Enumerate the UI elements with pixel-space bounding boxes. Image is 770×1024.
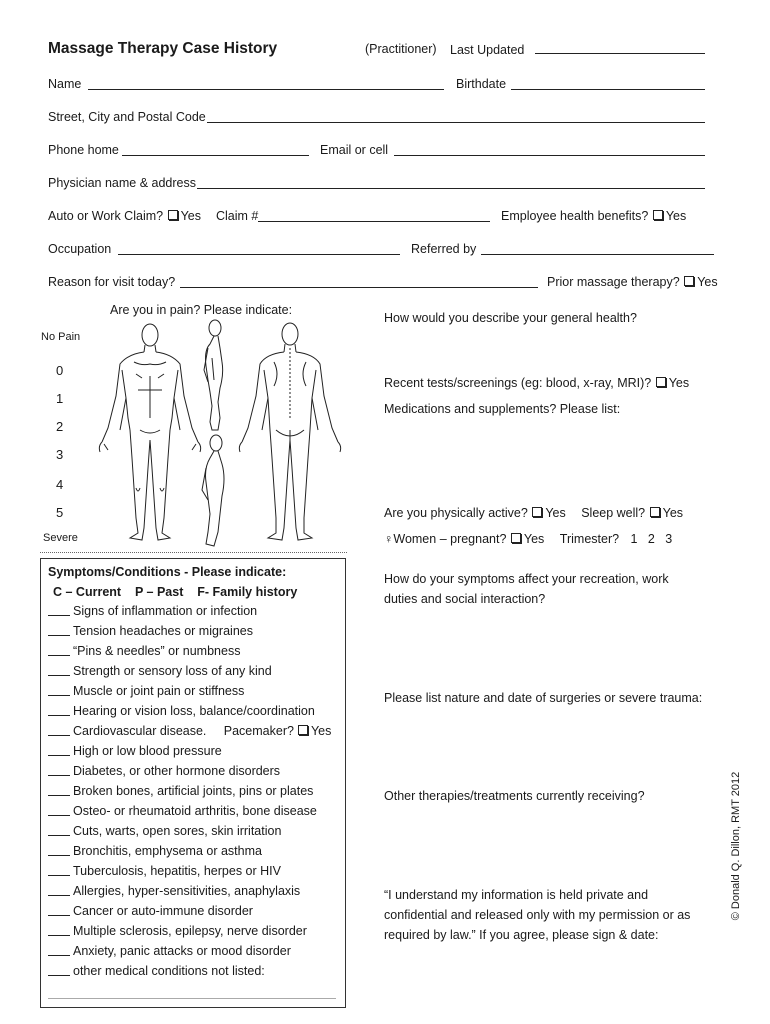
street-label: Street, City and Postal Code <box>48 110 206 124</box>
reason-label: Reason for visit today? <box>48 275 176 289</box>
symptoms-heading: Symptoms/Conditions - Please indicate: <box>48 565 287 579</box>
pain-scale-1[interactable]: 1 <box>56 391 64 406</box>
body-diagram[interactable] <box>90 318 348 554</box>
employee-benefits-checkbox[interactable] <box>653 210 663 220</box>
pain-question: Are you in pain? Please indicate: <box>110 303 293 317</box>
pain-scale-0[interactable]: 0 <box>56 363 64 378</box>
symptom-item[interactable]: Signs of inflammation or infection <box>48 604 257 618</box>
symptom-item[interactable]: Cancer or auto-immune disorder <box>48 904 253 918</box>
sleep-well-question: Sleep well? <box>581 506 646 520</box>
name-line[interactable] <box>88 89 444 90</box>
symptom-item[interactable]: High or low blood pressure <box>48 744 222 758</box>
recent-tests-question: Recent tests/screenings (eg: blood, x-ray, MRI)? <box>384 376 652 390</box>
symptom-item[interactable]: Allergies, hyper-sensitivities, anaphylaxis <box>48 884 300 898</box>
pain-section-divider <box>40 552 347 553</box>
auto-claim-yes: Yes <box>180 209 201 223</box>
symptom-blank <box>48 825 70 836</box>
symptom-item[interactable]: Tension headaches or migraines <box>48 624 253 638</box>
symptom-blank <box>48 925 70 936</box>
pregnant-yes: Yes <box>523 532 545 546</box>
prior-massage-label: Prior massage therapy? <box>547 275 680 289</box>
symptom-item[interactable]: Broken bones, artificial joints, pins or plates <box>48 784 313 798</box>
last-updated-line[interactable] <box>535 53 705 54</box>
symptom-item[interactable]: Bronchitis, emphysema or asthma <box>48 844 262 858</box>
symptom-item[interactable]: Muscle or joint pain or stiffness <box>48 684 244 698</box>
referred-by-label: Referred by <box>411 242 477 256</box>
other-conditions-line[interactable] <box>48 998 336 999</box>
side-body-figure-top <box>204 320 223 430</box>
symptom-blank <box>48 765 70 776</box>
symptom-item[interactable]: Anxiety, panic attacks or mood disorder <box>48 944 291 958</box>
symptom-blank <box>48 965 70 976</box>
symptom-blank <box>48 805 70 816</box>
symptom-item[interactable]: other medical conditions not listed: <box>48 964 265 978</box>
consent-line2: confidential and released only with my permission or as <box>384 908 691 922</box>
reason-line[interactable] <box>180 287 538 288</box>
symptom-blank <box>48 725 70 736</box>
sleep-well-checkbox[interactable] <box>650 507 660 517</box>
auto-claim-checkbox[interactable] <box>168 210 178 220</box>
email-line[interactable] <box>394 155 705 156</box>
physician-label: Physician name & address <box>48 176 196 190</box>
pain-scale-4[interactable]: 4 <box>56 477 64 492</box>
pain-scale-5[interactable]: 5 <box>56 505 64 520</box>
recent-tests-checkbox[interactable] <box>656 377 666 387</box>
symptom-blank <box>48 945 70 956</box>
symptom-item[interactable]: Cuts, warts, open sores, skin irritation <box>48 824 281 838</box>
claim-number-label: Claim # <box>216 209 259 223</box>
symptom-blank <box>48 745 70 756</box>
auto-claim-row <box>48 209 201 223</box>
consent-line3: required by law.” If you agree, please sign & date: <box>384 928 659 942</box>
pacemaker-yes: Yes <box>310 724 332 738</box>
pregnancy-row <box>384 532 672 546</box>
symptom-blank <box>48 605 70 616</box>
physician-line[interactable] <box>197 188 705 189</box>
surgeries-question: Please list nature and date of surgeries or severe trauma: <box>384 691 703 705</box>
claim-number-line[interactable] <box>258 221 490 222</box>
other-therapies-question: Other therapies/treatments currently receiving? <box>384 789 645 803</box>
name-label: Name <box>48 77 82 91</box>
occupation-label: Occupation <box>48 242 112 256</box>
email-label: Email or cell <box>320 143 389 157</box>
symptoms-legend: C – Current P – Past F- Family history <box>53 585 298 599</box>
symptom-blank <box>48 845 70 856</box>
physically-active-checkbox[interactable] <box>532 507 542 517</box>
symptom-item[interactable]: Strength or sensory loss of any kind <box>48 664 272 678</box>
symptoms-affect-line2: duties and social interaction? <box>384 592 546 606</box>
referred-by-line[interactable] <box>481 254 714 255</box>
symptom-item[interactable]: “Pins & needles” or numbness <box>48 644 240 658</box>
consent-line1: “I understand my information is held private and <box>384 888 649 902</box>
symptom-item[interactable]: Cardiovascular disease. Pacemaker? Yes <box>48 724 331 738</box>
symptom-item[interactable]: Osteo- or rheumatoid arthritis, bone disease <box>48 804 317 818</box>
symptom-blank <box>48 885 70 896</box>
back-body-figure <box>239 323 340 540</box>
employee-benefits-label: Employee health benefits? <box>501 209 649 223</box>
symptom-blank <box>48 705 70 716</box>
pacemaker-checkbox[interactable] <box>298 725 308 735</box>
symptom-blank <box>48 645 70 656</box>
birthdate-label: Birthdate <box>456 77 507 91</box>
front-body-figure <box>99 324 200 540</box>
physically-active-question: Are you physically active? <box>384 506 528 520</box>
symptom-blank <box>48 905 70 916</box>
general-health-question: How would you describe your general health? <box>384 311 637 325</box>
symptom-blank <box>48 685 70 696</box>
prior-massage-checkbox[interactable] <box>684 276 694 286</box>
employee-benefits-yes: Yes <box>665 209 687 223</box>
trimester-label: Trimester? <box>559 532 620 546</box>
symptom-blank <box>48 665 70 676</box>
women-pregnant-question: ♀Women – pregnant? <box>384 532 507 546</box>
symptom-item[interactable]: Multiple sclerosis, epilepsy, nerve disorder <box>48 924 307 938</box>
symptom-item[interactable]: Tuberculosis, hepatitis, herpes or HIV <box>48 864 281 878</box>
pregnant-checkbox[interactable] <box>511 533 521 543</box>
side-body-figure-bottom <box>202 435 224 546</box>
pain-scale-3[interactable]: 3 <box>56 447 64 462</box>
birthdate-line[interactable] <box>511 89 705 90</box>
recent-tests-yes: Yes <box>668 376 690 390</box>
no-pain-label: No Pain <box>41 331 81 343</box>
practitioner-label: (Practitioner) <box>365 42 437 56</box>
occupation-line[interactable] <box>118 254 400 255</box>
auto-claim-label: Auto or Work Claim? <box>48 209 164 223</box>
medications-question: Medications and supplements? Please list: <box>384 402 621 416</box>
symptom-blank <box>48 785 70 796</box>
employee-benefits-row <box>501 209 686 223</box>
street-line[interactable] <box>207 122 705 123</box>
symptom-item[interactable]: Hearing or vision loss, balance/coordination <box>48 704 315 718</box>
last-updated-label: Last Updated <box>450 43 525 57</box>
prior-massage-row <box>547 275 718 289</box>
copyright-notice: © Donald Q. Dillon, RMT 2012 <box>730 771 742 921</box>
phone-home-line[interactable] <box>122 155 309 156</box>
pain-scale-2[interactable]: 2 <box>56 419 64 434</box>
phone-home-label: Phone home <box>48 143 119 157</box>
symptoms-affect-line1: How do your symptoms affect your recreation, work <box>384 572 669 586</box>
physically-active-yes: Yes <box>545 506 566 520</box>
symptom-blank <box>48 865 70 876</box>
sleep-well-yes: Yes <box>662 506 684 520</box>
recent-tests-row <box>384 376 689 390</box>
symptom-item[interactable]: Diabetes, or other hormone disorders <box>48 764 280 778</box>
trimester-options[interactable]: 1 2 3 <box>630 532 673 546</box>
symptom-blank <box>48 625 70 636</box>
form-title: Massage Therapy Case History <box>48 40 278 57</box>
severe-label: Severe <box>43 532 78 544</box>
activity-row <box>384 506 683 520</box>
prior-massage-yes: Yes <box>697 275 718 289</box>
